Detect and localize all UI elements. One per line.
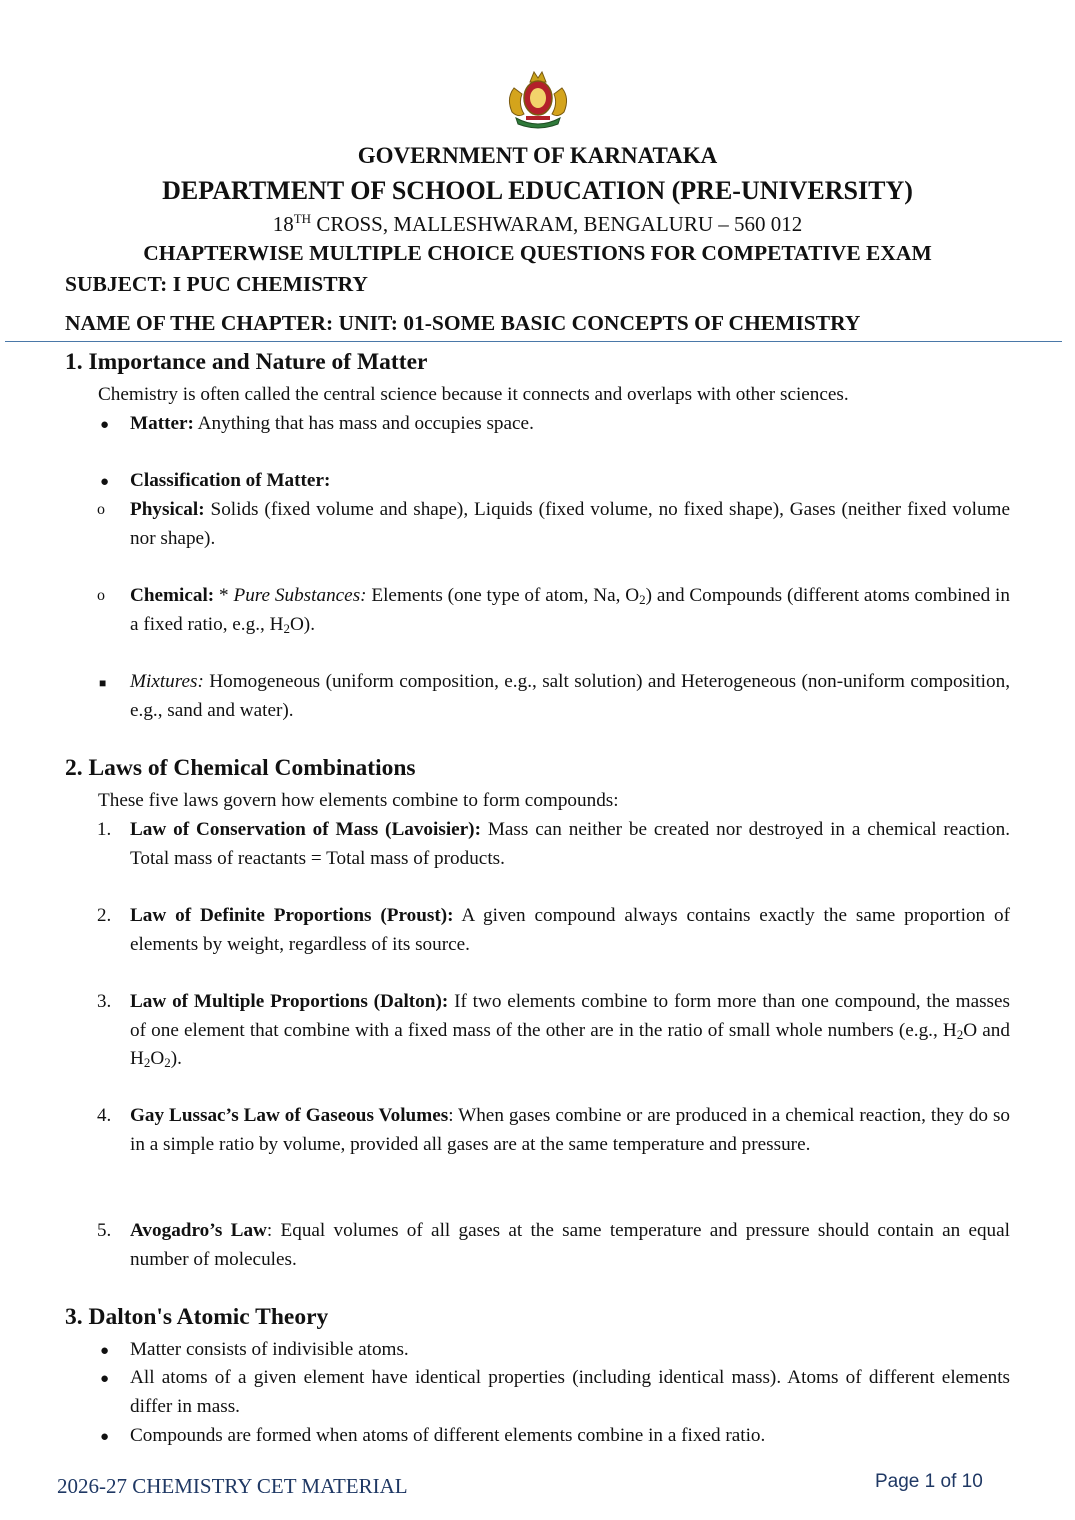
list-number: 5. <box>97 1220 112 1241</box>
list-item: Compounds are formed when atoms of different elements combine in a fixed ratio. <box>130 1425 766 1446</box>
section-intro: These five laws govern how elements combine to form compounds: <box>98 790 619 811</box>
list-item: Law of Multiple Proportions (Dalton): If two elements combine to form more than one compound, the masses of one element that combine with a fixed mass of the other are in the ratio of small whole numbers (e.g., $H_2O$ and $H_2O_2$). <box>130 991 1011 1071</box>
list-item: Physical: Solids (fixed volume and shape), Liquids (fixed volume, no fixed shape), Gases (neither fixed volume nor shape). <box>130 499 1010 549</box>
bullet-icon: ● <box>100 417 110 433</box>
bullet-icon: ● <box>100 474 110 490</box>
section-intro: Chemistry is often called the central science because it connects and overlaps with other sciences. <box>98 384 849 405</box>
list-item: Matter: Anything that has mass and occupies space. <box>130 413 534 434</box>
list-number: 4. <box>97 1105 112 1126</box>
list-item: Gay Lussac’s Law of Gaseous Volumes: When gases combine or are produced in a chemical reaction, they do so in a simple ratio by volume, provided all gases are at the same temperature and pressure. <box>130 1105 1011 1155</box>
list-item: Law of Conservation of Mass (Lavoisier): Mass can neither be created nor destroyed in a chemical reaction. Total mass of reactants = Total mass of products. <box>130 819 1011 869</box>
list-item: Matter consists of indivisible atoms. <box>130 1339 409 1360</box>
list-number: 1. <box>97 819 112 840</box>
government-title: GOVERNMENT OF KARNATAKA <box>357 143 718 168</box>
section-heading: 1. Importance and Nature of Matter <box>65 349 428 375</box>
department-title: DEPARTMENT OF SCHOOL EDUCATION (PRE-UNIVERSITY) <box>162 176 913 205</box>
bullet-icon: ● <box>100 1371 110 1387</box>
address-line: 18TH CROSS, MALLESHWARAM, BENGALURU – 560 012 <box>272 211 803 236</box>
section-heading: 3. Dalton's Atomic Theory <box>65 1304 329 1330</box>
square-bullet-icon: ■ <box>99 676 107 690</box>
chapter-line: NAME OF THE CHAPTER: UNIT: 01-SOME BASIC CONCEPTS OF CHEMISTRY <box>65 311 861 335</box>
list-item: Avogadro’s Law: Equal volumes of all gases at the same temperature and pressure should contain an equal number of molecules. <box>130 1220 1010 1270</box>
list-item: Law of Definite Proportions (Proust): A given compound always contains exactly the same proportion of elements by weight, regardless of its source. <box>130 905 1010 955</box>
circle-bullet-icon: o <box>97 501 105 518</box>
list-number: 2. <box>97 905 112 926</box>
document-purpose: CHAPTERWISE MULTIPLE CHOICE QUESTIONS FOR COMPETATIVE EXAM <box>143 241 932 265</box>
list-item: Mixtures: Homogeneous (uniform composition, e.g., salt solution) and Heterogeneous (non-uniform composition, e.g., sand and water). <box>130 671 1010 721</box>
page-number: Page 1 of 10 <box>875 1471 983 1492</box>
section-heading: 2. Laws of Chemical Combinations <box>65 755 416 781</box>
header-divider <box>5 341 1062 342</box>
bullet-icon: ● <box>100 1429 110 1445</box>
list-item: Chemical: * Pure Substances: Elements (one type of atom, Na, $O_2$) and Compounds (different atoms combined in a fixed ratio, e.g., $H_2O$). <box>130 585 1010 636</box>
karnataka-emblem-icon <box>500 68 576 132</box>
list-item: Classification of Matter: <box>130 470 331 491</box>
footer-title: 2026-27 CHEMISTRY CET MATERIAL <box>57 1474 408 1498</box>
list-number: 3. <box>97 991 112 1012</box>
list-item: All atoms of a given element have identical properties (including identical mass). Atoms of different elements differ in mass. <box>130 1367 1010 1417</box>
subject-line: SUBJECT: I PUC CHEMISTRY <box>65 272 368 296</box>
circle-bullet-icon: o <box>97 587 105 604</box>
bullet-icon: ● <box>100 1343 110 1359</box>
